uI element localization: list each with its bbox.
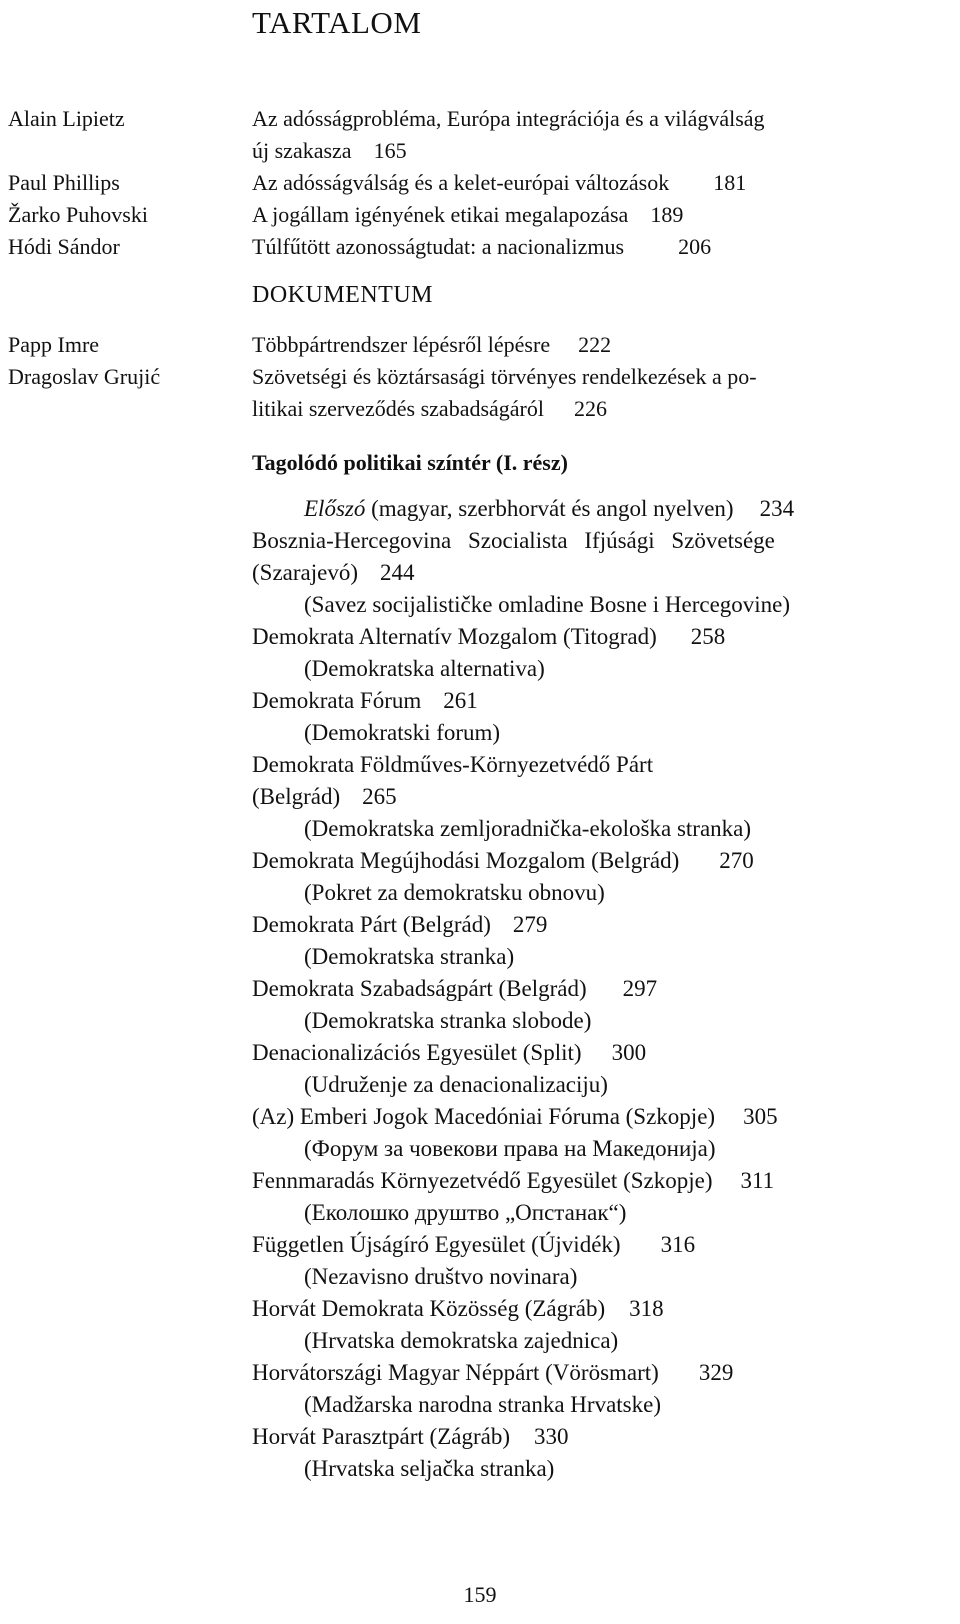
toc-line (252, 136, 407, 166)
entry-original-name: (Nezavisno društvo novinara) (304, 1264, 578, 1289)
toc-page-number: 226 (573, 396, 607, 421)
entry-original-name: (Savez socijalističke omladine Bosne i Hercegovine) (304, 592, 791, 617)
entry-page-number: 318 (629, 1296, 664, 1321)
entry-original-name: (Форум за човекови права на Македонија) (304, 1136, 716, 1161)
entry-original-name: (Demokratski forum) (304, 720, 501, 745)
entry-original-name: (Demokratska alternativa) (304, 656, 545, 681)
entry-page-number: 279 (512, 912, 548, 937)
entry-title (252, 1358, 733, 1388)
entry-original-name: (Demokratska zemljoradnička-ekološka stranka) (304, 816, 752, 841)
entry-original-name: (Hrvatska demokratska zajednica) (304, 1328, 619, 1353)
entry-page-number: 311 (740, 1168, 775, 1193)
toc-page-number: 165 (373, 138, 407, 163)
toc-page-number: 181 (713, 170, 747, 195)
entry-original-name: (Madžarska narodna stranka Hrvatske) (304, 1392, 661, 1417)
toc-line (252, 232, 711, 262)
toc-line (252, 168, 746, 198)
entry-title-text: Horvát Parasztpárt (Zágráb) (252, 1424, 510, 1449)
toc-page-number: 222 (578, 332, 612, 357)
entry-title-text: Fennmaradás Környezetvédő Egyesület (Szkopje) (252, 1168, 713, 1193)
toc-line-text: A jogállam igényének etikai megalapozása (252, 202, 629, 227)
page-title: TARTALOM (252, 5, 422, 40)
entry-original-name: (Demokratska stranka) (304, 944, 515, 969)
toc-line-text: Többpártrendszer lépésről lépésre (252, 332, 551, 357)
entry-title: Demokrata Földműves-Környezetvédő Párt (252, 752, 654, 777)
toc-line-text: Túlfűtött azonosságtudat: a nacionalizmus (252, 234, 625, 259)
entry-original-name: (Еколошко друштво „Опстанак“) (304, 1200, 627, 1225)
toc-line-text: új szakasza (252, 138, 352, 163)
page-number: 159 (463, 1582, 497, 1607)
entry-original-name: (Pokret za demokratsku obnovu) (304, 880, 605, 905)
entry-title: Bosznia-Hercegovina Szocialista Ifjúsági Szövetsége (252, 528, 775, 553)
entry-title-text: Horvátországi Magyar Néppárt (Vörösmart) (252, 1360, 659, 1385)
entry-title (252, 558, 415, 588)
toc-line-text: litikai szerveződés szabadságáról (252, 396, 544, 421)
toc-page-number: 234 (759, 496, 795, 521)
entry-title-text: Független Újságíró Egyesület (Újvidék) (252, 1232, 621, 1257)
entry-page-number: 329 (698, 1360, 734, 1385)
entry-page-number: 330 (534, 1424, 569, 1449)
foreword-line (304, 494, 794, 524)
entry-title (252, 1422, 569, 1452)
entry-original-name: (Demokratska stranka slobode) (304, 1008, 592, 1033)
entry-page-number: 305 (743, 1104, 778, 1129)
toc-line (252, 200, 683, 230)
entry-title-text: Demokrata Szabadságpárt (Belgrád) (252, 976, 587, 1001)
entry-original-name: (Udruženje za denacionalizaciju) (304, 1072, 608, 1097)
entry-title (252, 1230, 695, 1260)
entry-page-number: 261 (443, 688, 478, 713)
toc-line (252, 394, 607, 424)
entry-title-text: (Az) Emberi Jogok Macedóniai Fóruma (Szkopje) (252, 1104, 716, 1129)
toc-page-number: 189 (650, 202, 684, 227)
entry-title (252, 1102, 778, 1132)
entry-title (252, 686, 478, 716)
entry-title-text: Horvát Demokrata Közösség (Zágráb) (252, 1296, 606, 1321)
author-phillips: Paul Phillips (8, 170, 120, 195)
entry-title-text: (Belgrád) (252, 784, 341, 809)
author-grujic: Dragoslav Grujić (8, 364, 161, 389)
entry-title (252, 622, 725, 652)
entry-page-number: 270 (719, 848, 754, 873)
toc-page-number: 206 (678, 234, 712, 259)
entry-title (252, 1166, 774, 1196)
entry-title-text: (Szarajevó) (252, 560, 358, 585)
author-puhovski: Žarko Puhovski (8, 202, 148, 227)
entry-title (252, 1038, 646, 1068)
toc-line-text: Az adósságválság és a kelet-európai változások (252, 170, 670, 195)
entry-title-text: Demokrata Párt (Belgrád) (252, 912, 491, 937)
foreword-languages: (magyar, szerbhorvát és angol nyelven) (365, 496, 734, 521)
section-heading: Tagolódó politikai színtér (I. rész) (252, 450, 568, 475)
entry-title (252, 1294, 664, 1324)
entry-original-name: (Hrvatska seljačka stranka) (304, 1456, 555, 1481)
entry-title (252, 974, 657, 1004)
foreword-title: Előszó (304, 496, 366, 521)
entry-page-number: 244 (380, 560, 415, 585)
toc-line (252, 330, 611, 360)
entry-title-text: Demokrata Fórum (252, 688, 422, 713)
toc-line: Az adósságprobléma, Európa integrációja és a világválság (252, 106, 765, 131)
entry-page-number: 265 (362, 784, 397, 809)
toc-line: Szövetségi és köztársasági törvényes rendelkezések a po- (252, 364, 757, 389)
entry-page-number: 297 (622, 976, 658, 1001)
entry-title (252, 846, 754, 876)
entry-title-text: Demokrata Alternatív Mozgalom (Titograd) (252, 624, 657, 649)
entry-title (252, 910, 547, 940)
author-lipietz: Alain Lipietz (8, 106, 125, 131)
dokumentum-heading: DOKUMENTUM (252, 282, 433, 308)
entry-title-text: Demokrata Megújhodási Mozgalom (Belgrád) (252, 848, 680, 873)
author-papp: Papp Imre (8, 332, 100, 357)
entry-title (252, 782, 397, 812)
entry-page-number: 316 (660, 1232, 696, 1257)
entry-page-number: 300 (611, 1040, 647, 1065)
author-hodi: Hódi Sándor (8, 234, 120, 259)
entry-page-number: 258 (690, 624, 726, 649)
entry-title-text: Denacionalizációs Egyesület (Split) (252, 1040, 582, 1065)
